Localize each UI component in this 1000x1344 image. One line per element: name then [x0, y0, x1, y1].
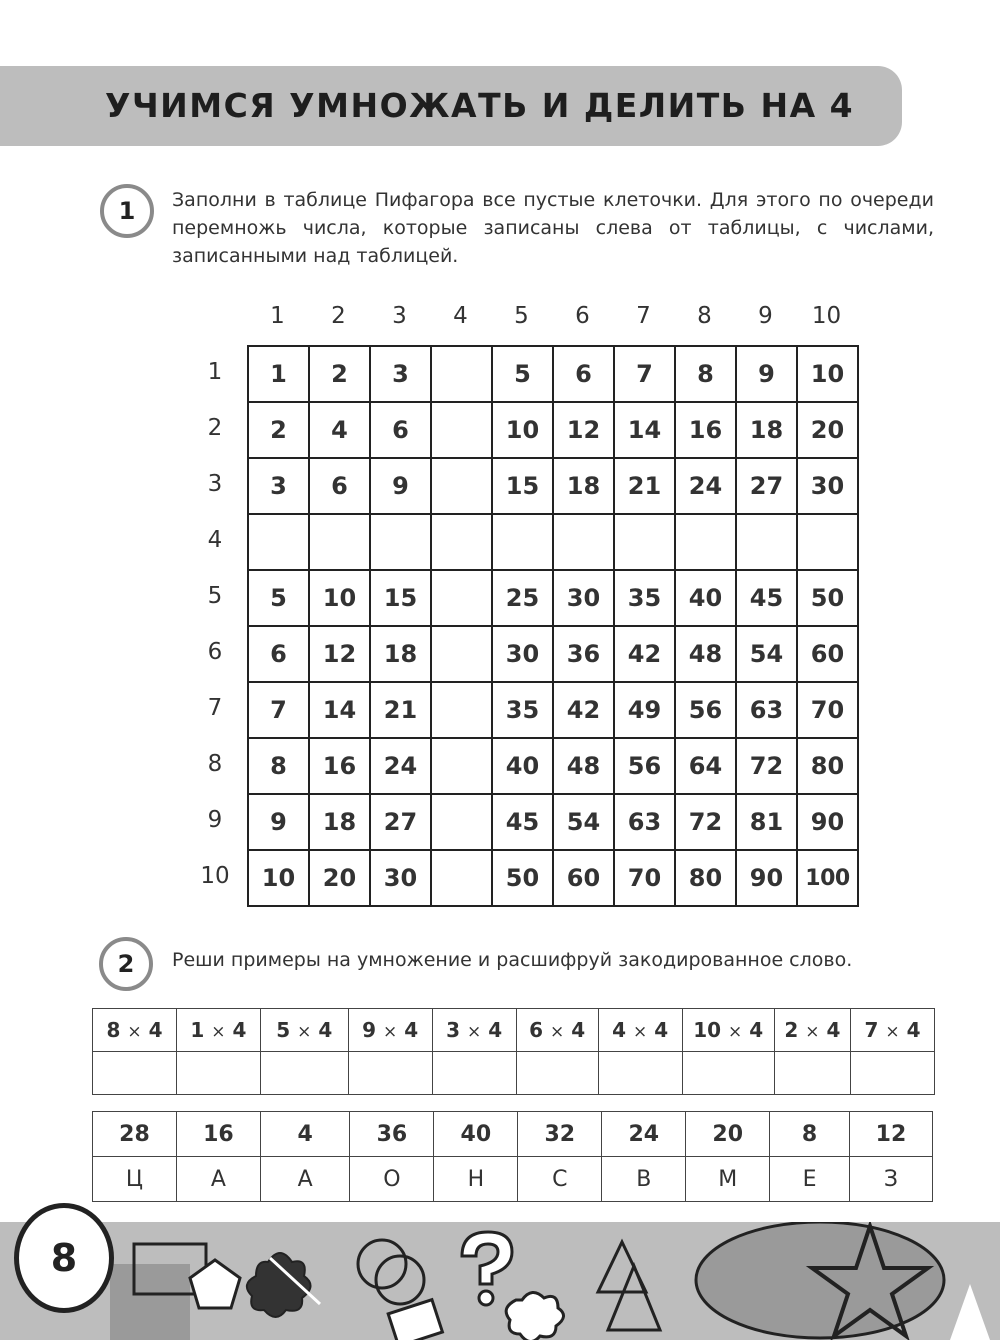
key-letter: А — [260, 1157, 350, 1202]
product-cell: 6 — [370, 402, 431, 458]
row-header: 8 — [207, 751, 223, 777]
product-cell: 50 — [797, 570, 858, 626]
multiplication-example — [348, 1009, 432, 1052]
key-number: 28 — [93, 1112, 177, 1157]
key-number: 12 — [849, 1112, 932, 1157]
product-cell: 30 — [797, 458, 858, 514]
factor-b: 4 — [232, 1018, 247, 1042]
key-letter: Ц — [93, 1157, 177, 1202]
multiplication-example — [598, 1009, 682, 1052]
product-cell: 9 — [370, 458, 431, 514]
key-number: 36 — [350, 1112, 434, 1157]
product-cell: 12 — [553, 402, 614, 458]
product-cell: 72 — [675, 794, 736, 850]
product-cell: 3 — [370, 346, 431, 402]
product-cell: 40 — [492, 738, 553, 794]
product-cell: 27 — [736, 458, 797, 514]
table-row — [248, 794, 858, 850]
answer-cell[interactable] — [851, 1052, 935, 1095]
empty-answer-cell[interactable] — [797, 514, 858, 570]
product-cell: 49 — [614, 682, 675, 738]
multiplication-example — [260, 1009, 348, 1052]
product-cell: 16 — [675, 402, 736, 458]
column-header: 9 — [758, 303, 773, 329]
factor-a: 10 — [693, 1018, 722, 1042]
empty-answer-cell[interactable] — [431, 794, 492, 850]
column-header: 7 — [636, 303, 651, 329]
factor-b: 4 — [148, 1018, 163, 1042]
multiplication-example — [93, 1009, 177, 1052]
empty-answer-cell[interactable] — [431, 850, 492, 906]
product-cell: 6 — [553, 346, 614, 402]
column-header: 2 — [331, 303, 346, 329]
product-cell: 100 — [797, 850, 858, 906]
factor-a: 4 — [612, 1018, 626, 1042]
key-number: 16 — [176, 1112, 260, 1157]
product-cell: 80 — [797, 738, 858, 794]
product-cell: 36 — [553, 626, 614, 682]
product-cell: 12 — [309, 626, 370, 682]
product-cell: 50 — [492, 850, 553, 906]
product-cell: 5 — [492, 346, 553, 402]
empty-answer-cell[interactable] — [736, 514, 797, 570]
factor-b: 4 — [749, 1018, 764, 1042]
product-cell: 10 — [797, 346, 858, 402]
product-cell: 20 — [797, 402, 858, 458]
key-letter: З — [849, 1157, 932, 1202]
product-cell: 48 — [675, 626, 736, 682]
times-sign: × — [211, 1022, 226, 1042]
task-2-text: Реши примеры на умножение и расшифруй закодированное слово. — [172, 949, 853, 971]
product-cell: 14 — [614, 402, 675, 458]
answer-cell[interactable] — [774, 1052, 850, 1095]
factor-a: 3 — [446, 1018, 461, 1042]
product-cell: 15 — [370, 570, 431, 626]
factor-b: 4 — [654, 1018, 669, 1042]
column-header: 6 — [575, 303, 590, 329]
product-cell: 5 — [248, 570, 309, 626]
product-cell: 3 — [248, 458, 309, 514]
factor-b: 4 — [571, 1018, 586, 1042]
product-cell: 21 — [370, 682, 431, 738]
product-cell: 2 — [309, 346, 370, 402]
row-header: 2 — [207, 415, 223, 441]
product-cell: 35 — [614, 570, 675, 626]
times-sign: × — [632, 1022, 648, 1042]
product-cell: 1 — [248, 346, 309, 402]
product-cell: 45 — [492, 794, 553, 850]
product-cell: 63 — [614, 794, 675, 850]
times-sign: × — [467, 1022, 482, 1042]
times-sign: × — [885, 1022, 900, 1042]
empty-answer-cell[interactable] — [248, 514, 309, 570]
key-number: 32 — [518, 1112, 602, 1157]
product-cell: 7 — [614, 346, 675, 402]
examples-row — [93, 1009, 935, 1052]
empty-answer-cell[interactable] — [431, 458, 492, 514]
key-letter: В — [602, 1157, 686, 1202]
empty-answer-cell[interactable] — [431, 738, 492, 794]
product-cell: 90 — [797, 794, 858, 850]
examples-table — [92, 1008, 935, 1095]
product-cell: 2 — [248, 402, 309, 458]
factor-b: 4 — [404, 1018, 419, 1042]
key-numbers-row — [93, 1112, 933, 1157]
column-header: 8 — [697, 303, 712, 329]
answer-cell[interactable] — [682, 1052, 774, 1095]
table-row — [248, 514, 858, 570]
multiplication-example — [516, 1009, 598, 1052]
product-cell: 81 — [736, 794, 797, 850]
empty-answer-cell[interactable] — [614, 514, 675, 570]
key-number: 40 — [434, 1112, 518, 1157]
product-cell: 6 — [248, 626, 309, 682]
empty-answer-cell[interactable] — [309, 514, 370, 570]
product-cell: 9 — [248, 794, 309, 850]
product-cell: 54 — [736, 626, 797, 682]
key-number: 4 — [260, 1112, 350, 1157]
product-cell: 72 — [736, 738, 797, 794]
multiplication-example — [176, 1009, 260, 1052]
factor-a: 8 — [106, 1018, 121, 1042]
footer-band — [0, 1222, 1000, 1340]
table-row — [248, 626, 858, 682]
product-cell: 6 — [309, 458, 370, 514]
answer-cell[interactable] — [598, 1052, 682, 1095]
column-header: 1 — [270, 303, 285, 329]
factor-a: 6 — [529, 1018, 544, 1042]
table-row — [248, 570, 858, 626]
empty-answer-cell[interactable] — [492, 514, 553, 570]
empty-answer-cell[interactable] — [431, 626, 492, 682]
empty-answer-cell[interactable] — [431, 346, 492, 402]
product-cell: 9 — [736, 346, 797, 402]
row-header: 9 — [207, 807, 223, 833]
answer-cell[interactable] — [348, 1052, 432, 1095]
product-cell: 30 — [553, 570, 614, 626]
product-cell: 7 — [248, 682, 309, 738]
row-header: 3 — [207, 471, 223, 497]
factor-b: 4 — [906, 1018, 921, 1042]
answers-row — [93, 1052, 935, 1095]
product-cell: 20 — [309, 850, 370, 906]
product-cell: 64 — [675, 738, 736, 794]
product-cell: 24 — [370, 738, 431, 794]
factor-b: 4 — [826, 1018, 841, 1042]
factor-a: 5 — [276, 1018, 291, 1042]
multiplication-example — [774, 1009, 850, 1052]
answer-cell[interactable] — [176, 1052, 260, 1095]
key-number: 8 — [770, 1112, 850, 1157]
cipher-key-table — [92, 1111, 933, 1202]
table-row — [248, 738, 858, 794]
key-letter: Е — [770, 1157, 850, 1202]
table-row — [248, 458, 858, 514]
times-sign: × — [549, 1022, 565, 1042]
row-header: 7 — [207, 695, 223, 721]
product-cell: 4 — [309, 402, 370, 458]
product-cell: 8 — [248, 738, 309, 794]
key-letter: М — [686, 1157, 770, 1202]
factor-b: 4 — [488, 1018, 503, 1042]
factor-a: 7 — [864, 1018, 879, 1042]
task-1-text: Заполни в таблице Пифагора все пустые клеточки. Для этого по очереди перемножь числа, которые записаны слева от таблицы, с числами, записанными над таблицей. — [172, 189, 934, 267]
key-letters-row — [93, 1157, 933, 1202]
product-cell: 56 — [675, 682, 736, 738]
key-number: 20 — [686, 1112, 770, 1157]
product-cell: 90 — [736, 850, 797, 906]
product-cell: 18 — [553, 458, 614, 514]
page-number: 8 — [14, 1203, 114, 1313]
product-cell: 48 — [553, 738, 614, 794]
empty-answer-cell[interactable] — [431, 570, 492, 626]
factor-a: 1 — [190, 1018, 205, 1042]
times-sign: × — [383, 1022, 398, 1042]
table-row — [248, 850, 858, 906]
table-row — [248, 402, 858, 458]
empty-answer-cell[interactable] — [431, 682, 492, 738]
row-header: 10 — [200, 863, 230, 889]
geometric-shapes-decoration — [0, 1222, 1000, 1340]
product-cell: 27 — [370, 794, 431, 850]
product-cell: 21 — [614, 458, 675, 514]
empty-answer-cell[interactable] — [675, 514, 736, 570]
product-cell: 24 — [675, 458, 736, 514]
product-cell: 60 — [553, 850, 614, 906]
multiplication-example — [432, 1009, 516, 1052]
product-cell: 18 — [370, 626, 431, 682]
empty-answer-cell[interactable] — [431, 402, 492, 458]
product-cell: 42 — [553, 682, 614, 738]
row-header: 1 — [207, 359, 223, 385]
product-cell: 18 — [736, 402, 797, 458]
table-row — [248, 682, 858, 738]
product-cell: 54 — [553, 794, 614, 850]
task-1-number: 1 — [100, 184, 154, 238]
multiplication-example — [851, 1009, 935, 1052]
multiplication-example — [682, 1009, 774, 1052]
key-letter: Н — [434, 1157, 518, 1202]
product-cell: 30 — [370, 850, 431, 906]
product-cell: 80 — [675, 850, 736, 906]
product-cell: 35 — [492, 682, 553, 738]
row-header: 6 — [207, 639, 223, 665]
product-cell: 40 — [675, 570, 736, 626]
times-sign: × — [127, 1022, 142, 1042]
product-cell: 70 — [797, 682, 858, 738]
factor-a: 9 — [362, 1018, 377, 1042]
product-cell: 60 — [797, 626, 858, 682]
times-sign: × — [805, 1022, 820, 1042]
task-2-number: 2 — [99, 937, 153, 991]
row-header: 5 — [207, 583, 223, 609]
table-row — [248, 346, 858, 402]
times-sign: × — [728, 1022, 743, 1042]
product-cell: 8 — [675, 346, 736, 402]
answer-cell[interactable] — [516, 1052, 598, 1095]
product-cell: 10 — [309, 570, 370, 626]
product-cell: 16 — [309, 738, 370, 794]
product-cell: 10 — [248, 850, 309, 906]
answer-cell[interactable] — [432, 1052, 516, 1095]
product-cell: 25 — [492, 570, 553, 626]
column-header: 3 — [392, 303, 407, 329]
answer-cell[interactable] — [93, 1052, 177, 1095]
factor-a: 2 — [784, 1018, 799, 1042]
empty-answer-cell[interactable] — [431, 514, 492, 570]
product-cell: 30 — [492, 626, 553, 682]
column-header: 5 — [514, 303, 529, 329]
key-letter: О — [350, 1157, 434, 1202]
product-cell: 18 — [309, 794, 370, 850]
factor-b: 4 — [318, 1018, 333, 1042]
empty-answer-cell[interactable] — [553, 514, 614, 570]
page-title: УЧИМСЯ УМНОЖАТЬ И ДЕЛИТЬ НА 4 — [105, 86, 855, 125]
product-cell: 42 — [614, 626, 675, 682]
row-header: 4 — [207, 527, 223, 553]
answer-cell[interactable] — [260, 1052, 348, 1095]
product-cell: 15 — [492, 458, 553, 514]
empty-answer-cell[interactable] — [370, 514, 431, 570]
key-letter: А — [176, 1157, 260, 1202]
product-cell: 63 — [736, 682, 797, 738]
key-number: 24 — [602, 1112, 686, 1157]
product-cell: 10 — [492, 402, 553, 458]
column-header: 10 — [811, 303, 842, 329]
product-cell: 45 — [736, 570, 797, 626]
product-cell: 56 — [614, 738, 675, 794]
pythagoras-table — [247, 345, 859, 907]
column-header: 4 — [453, 303, 468, 329]
product-cell: 14 — [309, 682, 370, 738]
key-letter: С — [518, 1157, 602, 1202]
times-sign: × — [297, 1022, 312, 1042]
product-cell: 70 — [614, 850, 675, 906]
